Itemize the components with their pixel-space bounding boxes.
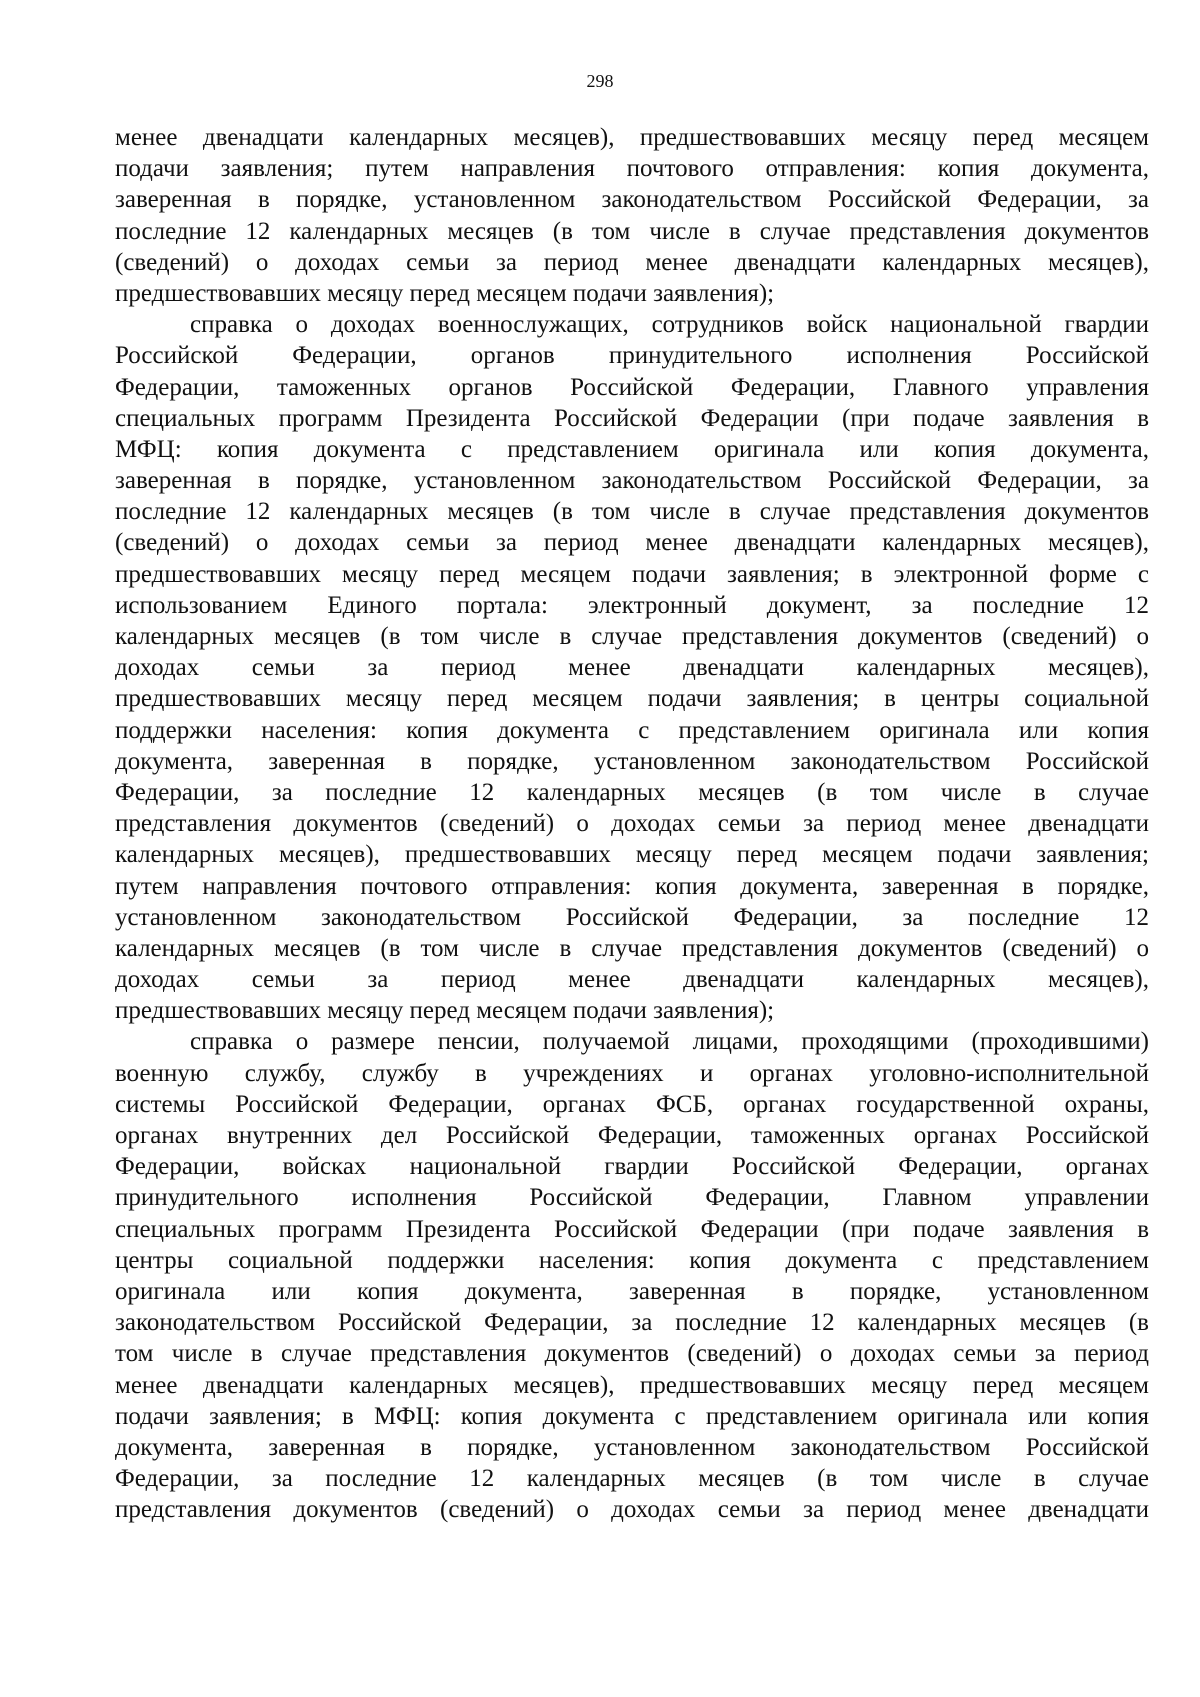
text-line: подачи заявления; путем направления почтового отправления: копия документа, xyxy=(115,155,1149,183)
text-line: заверенная в порядке, установленном законодательством Российской Федерации, за xyxy=(115,467,1149,495)
text-line: справка о размере пенсии, получаемой лицами, проходящими (проходившими) xyxy=(190,1028,1149,1056)
text-line: использованием Единого портала: электронный документ, за последние 12 xyxy=(115,591,1149,619)
text-line: документа, заверенная в порядке, установленном законодательством Российской xyxy=(115,1433,1149,1461)
text-line: заверенная в порядке, установленном законодательством Российской Федерации, за xyxy=(115,186,1149,214)
text-line: специальных программ Президента Российской Федерации (при подаче заявления в xyxy=(115,1215,1149,1243)
text-line: поддержки населения: копия документа с представлением оригинала или копия xyxy=(115,716,1149,744)
text-line: том числе в случае представления документов (сведений) о доходах семьи за период xyxy=(115,1340,1149,1368)
text-line: Федерации, за последние 12 календарных месяцев (в том числе в случае xyxy=(115,1465,1149,1493)
text-line: предшествовавших месяцу перед месяцем подачи заявления); xyxy=(115,279,775,307)
text-line: специальных программ Президента Российской Федерации (при подаче заявления в xyxy=(115,404,1149,432)
body-text xyxy=(115,122,1149,1525)
text-line: представления документов (сведений) о доходах семьи за период менее двенадцати xyxy=(115,810,1149,838)
text-line: календарных месяцев (в том числе в случае представления документов (сведений) о xyxy=(115,623,1149,650)
text-line: документа, заверенная в порядке, установленном законодательством Российской xyxy=(115,747,1149,775)
text-line: центры социальной поддержки населения: копия документа с представлением xyxy=(115,1246,1149,1274)
text-line: установленном законодательством Российской Федерации, за последние 12 xyxy=(115,903,1149,931)
text-line: менее двенадцати календарных месяцев), предшествовавших месяцу перед месяцем xyxy=(115,1371,1149,1399)
text-line: предшествовавших месяцу перед месяцем подачи заявления; в электронной форме с xyxy=(115,560,1149,588)
text-line: предшествовавших месяцу перед месяцем подачи заявления; в центры социальной xyxy=(115,685,1149,713)
text-line: последние 12 календарных месяцев (в том числе в случае представления документов xyxy=(115,498,1149,526)
text-line: доходах семьи за период менее двенадцати календарных месяцев), xyxy=(115,966,1149,994)
text-line: менее двенадцати календарных месяцев), предшествовавших месяцу перед месяцем xyxy=(115,124,1149,151)
text-line: календарных месяцев (в том числе в случае представления документов (сведений) о xyxy=(115,934,1149,962)
text-line: путем направления почтового отправления: копия документа, заверенная в порядке, xyxy=(115,872,1149,900)
text-line: представления документов (сведений) о доходах семьи за период менее двенадцати xyxy=(115,1496,1149,1524)
text-line: календарных месяцев), предшествовавших месяцу перед месяцем подачи заявления; xyxy=(115,841,1149,869)
text-line: последние 12 календарных месяцев (в том числе в случае представления документов xyxy=(115,217,1149,245)
text-line: доходах семьи за период менее двенадцати календарных месяцев), xyxy=(115,654,1149,682)
text-line: Федерации, таможенных органов Российской Федерации, Главного управления xyxy=(115,373,1149,401)
page-number: 298 xyxy=(586,71,614,91)
text-line: законодательством Российской Федерации, за последние 12 календарных месяцев (в xyxy=(115,1309,1149,1337)
text-line: Федерации, за последние 12 календарных месяцев (в том числе в случае xyxy=(115,778,1149,806)
text-line: органах внутренних дел Российской Федерации, таможенных органах Российской xyxy=(115,1122,1149,1149)
text-line: принудительного исполнения Российской Федерации, Главном управлении xyxy=(115,1184,1149,1212)
text-line: МФЦ: копия документа с представлением оригинала или копия документа, xyxy=(115,435,1149,463)
text-line: (сведений) о доходах семьи за период менее двенадцати календарных месяцев), xyxy=(115,248,1149,276)
text-line: (сведений) о доходах семьи за период менее двенадцати календарных месяцев), xyxy=(115,529,1149,557)
text-line: Федерации, войсках национальной гвардии Российской Федерации, органах xyxy=(115,1153,1149,1181)
text-line: предшествовавших месяцу перед месяцем подачи заявления); xyxy=(115,997,775,1025)
text-line: справка о доходах военнослужащих, сотрудников войск национальной гвардии xyxy=(190,311,1149,339)
text-line: системы Российской Федерации, органах ФСБ, органах государственной охраны, xyxy=(115,1090,1149,1118)
text-line: подачи заявления; в МФЦ: копия документа с представлением оригинала или копия xyxy=(115,1402,1149,1430)
text-line: Российской Федерации, органов принудительного исполнения Российской xyxy=(115,342,1149,370)
text-line: оригинала или копия документа, заверенная в порядке, установленном xyxy=(115,1277,1149,1305)
text-line: военную службу, службу в учреждениях и органах уголовно-исполнительной xyxy=(115,1059,1149,1087)
